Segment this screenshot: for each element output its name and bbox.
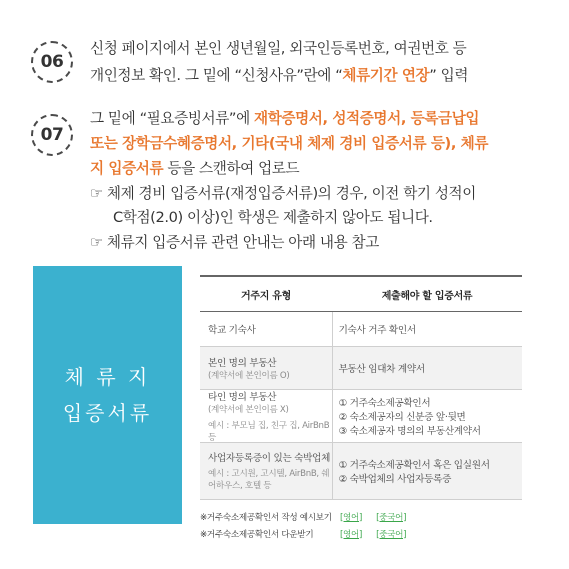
row-docs-cell [332, 443, 522, 499]
side-label-line2: 입증서류 [62, 401, 153, 425]
step07-line3-post: 등을 스캔하여 업로드 [163, 160, 300, 177]
table-note-download [200, 525, 522, 542]
step06-line2 [90, 65, 468, 86]
link-chinese-download[interactable]: [중국어] [376, 529, 407, 540]
row-type-sub: (계약서에 본인이름 X) [208, 405, 289, 415]
table-row [200, 443, 522, 500]
step07-line2-highlight: 또는 장학금수혜증명서, 기타(국내 체제 경비 입증서류 등), 체류 [90, 135, 489, 152]
row-docs-cell [332, 312, 522, 346]
row-doc: ② 숙소제공자의 신분증 앞·뒷면 [338, 412, 466, 423]
row-type-cell [200, 443, 332, 499]
note-label: ※거주숙소제공확인서 작성 예시보기 [200, 512, 332, 523]
side-label-line1: 체 류 지 [64, 365, 151, 389]
table-row [200, 312, 522, 347]
step06-line2-post: ” 입력 [429, 67, 469, 84]
step06-line1: 신청 페이지에서 본인 생년월일, 외국인등록번호, 여권번호 등 [90, 40, 467, 57]
step07-note2: ☞ 체류지 입증서류 관련 안내는 아래 내용 참고 [90, 234, 379, 251]
step07-line3-highlight: 지 입증서류 [90, 160, 164, 177]
link-english-download[interactable]: [영어] [340, 529, 363, 540]
header-required-docs: 제출해야 할 입증서류 [381, 290, 473, 302]
row-type-cell [200, 347, 332, 389]
row-type-example: 예시 : 부모님 집, 친구 집, AirBnB 등 [208, 421, 330, 443]
step07-line1 [90, 108, 479, 129]
row-type: 타인 명의 부동산 [208, 392, 277, 403]
row-doc: ③ 숙소제공자 명의의 부동산계약서 [338, 426, 481, 437]
step06-highlight: 체류기간 연장 [342, 67, 430, 84]
table-note-example [200, 508, 522, 525]
link-english-example[interactable]: [영어] [340, 512, 363, 523]
step07-line1-highlight: 재학증명서, 성적증명서, 등록금납입 [254, 110, 480, 127]
row-doc: ① 거주숙소제공확인서 혹은 입실원서 [338, 460, 490, 471]
table-row [200, 347, 522, 390]
table-header [200, 275, 522, 312]
residence-proof-label-block [33, 266, 182, 524]
row-type-sub: (계약서에 본인이름 O) [208, 371, 290, 381]
row-doc: 부동산 임대차 계약서 [338, 364, 425, 375]
residence-proof-table [200, 275, 522, 542]
row-doc: 기숙사 거주 확인서 [338, 325, 416, 336]
row-type-example: 예시 : 고시원, 고시텔, AirBnB, 쉐어하우스, 호텔 등 [208, 469, 330, 491]
row-type: 본인 명의 부동산 [208, 358, 277, 369]
step07-note1-b: C학점(2.0) 이상)인 학생은 제출하지 않아도 됩니다. [113, 209, 433, 226]
row-type-cell [200, 312, 332, 346]
row-type-cell [200, 390, 332, 442]
link-chinese-example[interactable]: [중국어] [376, 512, 407, 523]
row-doc: ② 숙박업체의 사업자등록증 [338, 474, 452, 485]
step07-line3 [90, 158, 299, 179]
step-number-06: 06 [31, 41, 73, 83]
row-docs-cell [332, 390, 522, 442]
row-docs-cell [332, 347, 522, 389]
note-label: ※거주숙소제공확인서 다운받기 [200, 529, 314, 540]
step07-line1-pre: 그 밑에 “필요증빙서류”에 [90, 110, 255, 127]
step07-note1-a: ☞ 체제 경비 입증서류(재정입증서류)의 경우, 이전 학기 성적이 [90, 185, 476, 202]
row-type: 학교 기숙사 [208, 325, 256, 336]
table-row [200, 390, 522, 443]
step-number-07: 07 [31, 114, 73, 156]
header-residence-type: 거주지 유형 [241, 290, 291, 302]
step06-line2-pre: 개인정보 확인. 그 밑에 “신청사유”란에 “ [90, 67, 343, 84]
row-doc: ① 거주숙소제공확인서 [338, 398, 431, 409]
row-type: 사업자등록증이 있는 숙박업체 [208, 453, 331, 464]
